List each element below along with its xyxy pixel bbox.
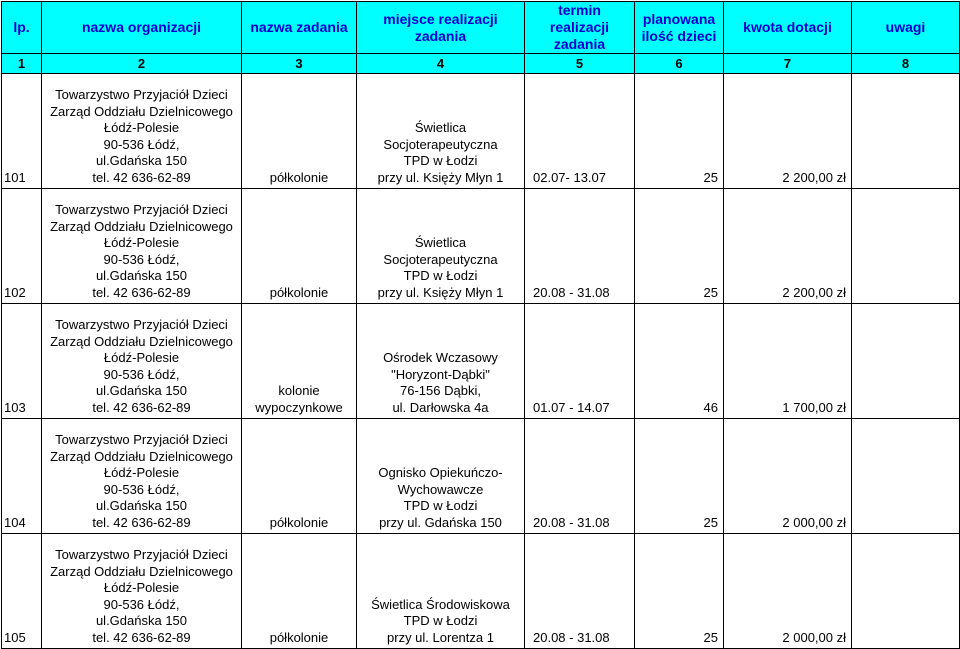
column-number-row [2, 54, 960, 74]
place-line: "Horyzont-Dąbki" [391, 366, 490, 382]
place-line: Socjoterapeutyczna [383, 251, 498, 267]
cell-task [242, 189, 357, 304]
cell-notes [852, 534, 960, 649]
table-row [2, 419, 960, 534]
org-line: tel. 42 636-62-89 [92, 399, 191, 415]
org-line: Zarząd Oddziału Dzielnicowego [50, 218, 233, 234]
cell-task [242, 304, 357, 419]
cell-term: 20.08 - 31.08 [525, 189, 635, 304]
task-line: wypoczynkowe [255, 399, 343, 415]
org-line: Łódź-Polesie [103, 465, 180, 480]
column-number: 4 [357, 54, 525, 74]
table-body [2, 74, 960, 649]
org-line: Zarząd Oddziału Dzielnicowego [50, 448, 233, 464]
cell-org [42, 304, 242, 419]
cell-term: 02.07- 13.07 [525, 74, 635, 189]
place-line: przy ul. Księży Młyn 1 [377, 284, 504, 300]
column-number: 8 [852, 54, 960, 74]
place-line: TPD w Łodzi [403, 498, 478, 513]
cell-kids: 25 [635, 189, 724, 304]
org-line: Zarząd Oddziału Dzielnicowego [50, 333, 233, 349]
org-line: tel. 42 636-62-89 [92, 629, 191, 645]
task-line: półkolonie [269, 514, 329, 530]
org-line: 90-536 Łódź, [103, 481, 180, 497]
org-line: Zarząd Oddziału Dzielnicowego [50, 103, 233, 119]
org-line: 90-536 Łódź, [103, 366, 180, 382]
org-line: ul.Gdańska 150 [95, 498, 188, 513]
table-row [2, 304, 960, 419]
cell-org [42, 74, 242, 189]
table-row [2, 74, 960, 189]
org-line: ul.Gdańska 150 [95, 268, 188, 283]
cell-task [242, 419, 357, 534]
cell-term: 20.08 - 31.08 [525, 419, 635, 534]
cell-notes [852, 189, 960, 304]
place-line: przy ul. Lorentza 1 [387, 629, 494, 645]
org-line: tel. 42 636-62-89 [92, 514, 191, 530]
column-number: 3 [242, 54, 357, 74]
org-line: Towarzystwo Przyjaciół Dzieci [55, 432, 228, 447]
cell-place [357, 419, 525, 534]
cell-notes [852, 419, 960, 534]
cell-place [357, 74, 525, 189]
place-line: przy ul. Gdańska 150 [379, 514, 502, 530]
org-line: ul.Gdańska 150 [95, 153, 188, 168]
org-line: Zarząd Oddziału Dzielnicowego [50, 563, 233, 579]
place-line: TPD w Łodzi [403, 268, 478, 283]
cell-lp: 105 [2, 534, 42, 649]
cell-place [357, 304, 525, 419]
org-line: Towarzystwo Przyjaciół Dzieci [55, 547, 228, 562]
org-line: Towarzystwo Przyjaciół Dzieci [55, 87, 228, 102]
cell-org [42, 534, 242, 649]
org-line: Towarzystwo Przyjaciół Dzieci [55, 202, 228, 217]
header-kids: planowana ilość dzieci [635, 2, 724, 54]
org-line: Łódź-Polesie [103, 120, 180, 135]
column-number: 7 [724, 54, 852, 74]
cell-amount: 2 200,00 zł [724, 189, 852, 304]
header-amount: kwota dotacji [724, 2, 852, 54]
cell-kids: 46 [635, 304, 724, 419]
place-line: Świetlica Środowiskowa [371, 596, 510, 612]
header-lp: lp. [2, 2, 42, 54]
cell-term: 20.08 - 31.08 [525, 534, 635, 649]
org-line: 90-536 Łódź, [103, 251, 180, 267]
place-line: Socjoterapeutyczna [383, 136, 498, 152]
place-line: Świetlica [414, 235, 467, 250]
cell-place [357, 189, 525, 304]
cell-lp: 101 [2, 74, 42, 189]
place-line: TPD w Łodzi [403, 153, 478, 168]
task-line: półkolonie [269, 284, 329, 300]
grants-table [1, 1, 960, 649]
cell-org [42, 189, 242, 304]
column-number: 5 [525, 54, 635, 74]
org-line: Łódź-Polesie [103, 235, 180, 250]
header-place: miejsce realizacji zadania [357, 2, 525, 54]
org-line: 90-536 Łódź, [103, 136, 180, 152]
cell-term: 01.07 - 14.07 [525, 304, 635, 419]
cell-kids: 25 [635, 534, 724, 649]
cell-amount: 2 200,00 zł [724, 74, 852, 189]
place-line: Ognisko Opiekuńczo- [378, 465, 503, 480]
table-row [2, 189, 960, 304]
header-notes: uwagi [852, 2, 960, 54]
place-line: Świetlica [414, 120, 467, 135]
header-org: nazwa organizacji [42, 2, 242, 54]
cell-place [357, 534, 525, 649]
place-line: ul. Darłowska 4a [392, 399, 489, 415]
table-row [2, 534, 960, 649]
column-number: 6 [635, 54, 724, 74]
cell-org [42, 419, 242, 534]
cell-kids: 25 [635, 419, 724, 534]
cell-task [242, 74, 357, 189]
cell-notes [852, 304, 960, 419]
column-number: 1 [2, 54, 42, 74]
place-line: przy ul. Księży Młyn 1 [377, 169, 504, 185]
org-line: tel. 42 636-62-89 [92, 284, 191, 300]
org-line: tel. 42 636-62-89 [92, 169, 191, 185]
place-line: TPD w Łodzi [403, 613, 478, 628]
cell-task [242, 534, 357, 649]
cell-amount: 2 000,00 zł [724, 534, 852, 649]
cell-lp: 104 [2, 419, 42, 534]
org-line: ul.Gdańska 150 [95, 383, 188, 398]
header-task: nazwa zadania [242, 2, 357, 54]
org-line: ul.Gdańska 150 [95, 613, 188, 628]
place-line: Wychowawcze [397, 481, 484, 497]
cell-lp: 102 [2, 189, 42, 304]
org-line: Towarzystwo Przyjaciół Dzieci [55, 317, 228, 332]
task-line: półkolonie [269, 629, 329, 645]
task-line: kolonie [278, 383, 320, 398]
header-term: termin realizacji zadania [525, 2, 635, 54]
cell-notes [852, 74, 960, 189]
cell-amount: 1 700,00 zł [724, 304, 852, 419]
org-line: Łódź-Polesie [103, 350, 180, 365]
header-row [2, 2, 960, 54]
task-line: półkolonie [269, 169, 329, 185]
cell-kids: 25 [635, 74, 724, 189]
org-line: 90-536 Łódź, [103, 596, 180, 612]
column-number: 2 [42, 54, 242, 74]
cell-lp: 103 [2, 304, 42, 419]
place-line: 76-156 Dąbki, [400, 383, 481, 398]
cell-amount: 2 000,00 zł [724, 419, 852, 534]
org-line: Łódź-Polesie [103, 580, 180, 595]
place-line: Ośrodek Wczasowy [383, 350, 498, 365]
